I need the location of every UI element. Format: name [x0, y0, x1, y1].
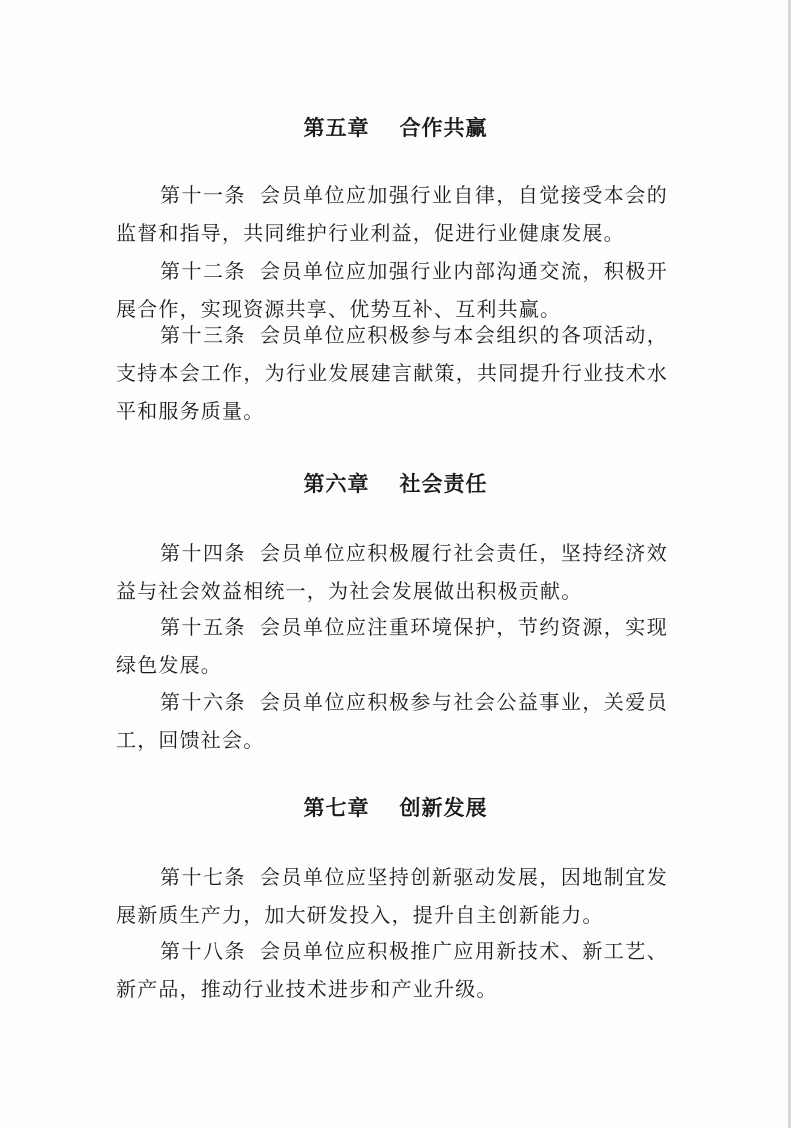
article-17 — [116, 858, 668, 934]
article-13-label: 第十三条 — [160, 323, 246, 347]
article-16 — [116, 683, 668, 759]
chapter-7-heading — [0, 792, 791, 822]
chapter-7-number: 第七章 — [303, 796, 370, 820]
chapter-7-title: 创新发展 — [399, 796, 488, 820]
chapter-5-title: 合作共赢 — [399, 116, 488, 140]
chapter-6-title: 社会责任 — [399, 472, 488, 496]
chapter-6-heading — [0, 468, 791, 498]
article-14 — [116, 534, 668, 610]
article-18 — [116, 932, 668, 1008]
article-16-label: 第十六条 — [160, 690, 246, 714]
article-15 — [116, 608, 668, 684]
article-11 — [116, 176, 668, 252]
article-14-text: 会员单位应积极履行社会责任，坚持经济效益与社会效益相统一，为社会发展做出积极贡献。 — [116, 541, 668, 603]
article-17-label: 第十七条 — [160, 865, 246, 889]
article-18-label: 第十八条 — [160, 939, 246, 963]
chapter-5-number: 第五章 — [303, 116, 370, 140]
article-12-text: 会员单位应加强行业内部沟通交流，积极开展合作，实现资源共享、优势互补、互利共赢。 — [116, 259, 668, 321]
article-13 — [116, 316, 668, 430]
article-11-label: 第十一条 — [160, 183, 246, 207]
article-13-text: 会员单位应积极参与本会组织的各项活动，支持本会工作，为行业发展建言献策，共同提升行业技术水平和服务质量。 — [116, 323, 668, 423]
article-15-label: 第十五条 — [160, 615, 246, 639]
article-11-text: 会员单位应加强行业自律，自觉接受本会的监督和指导，共同维护行业利益，促进行业健康发展。 — [116, 183, 668, 245]
article-15-text: 会员单位应注重环境保护，节约资源，实现绿色发展。 — [116, 615, 668, 677]
chapter-6-number: 第六章 — [303, 472, 370, 496]
article-18-text: 会员单位应积极推广应用新技术、新工艺、新产品，推动行业技术进步和产业升级。 — [116, 939, 668, 1001]
chapter-5-heading — [0, 112, 791, 142]
article-16-text: 会员单位应积极参与社会公益事业，关爱员工，回馈社会。 — [116, 690, 668, 752]
article-12-label: 第十二条 — [160, 259, 246, 283]
article-14-label: 第十四条 — [160, 541, 246, 565]
article-17-text: 会员单位应坚持创新驱动发展，因地制宜发展新质生产力，加大研发投入，提升自主创新能力。 — [116, 865, 668, 927]
